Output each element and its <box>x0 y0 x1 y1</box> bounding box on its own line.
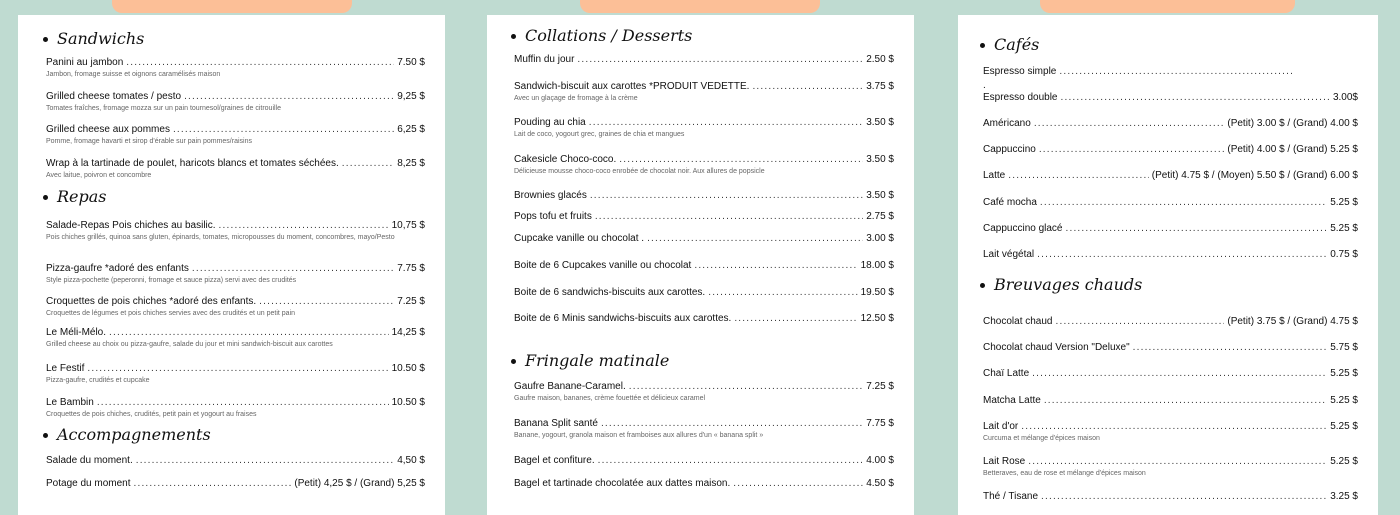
menu-item <box>514 418 894 430</box>
menu-item <box>514 190 894 202</box>
bullet-icon <box>511 359 516 364</box>
dot-leader <box>1037 249 1327 261</box>
dot-leader <box>342 158 394 170</box>
dot-leader <box>173 124 394 136</box>
panel-3-title-tab <box>1040 0 1295 13</box>
section-heading <box>43 30 144 48</box>
item-name: Matcha Latte <box>983 395 1041 406</box>
item-description: Banane, yogourt, granola maison et framboises aux allures d'un « banana split » <box>514 432 764 439</box>
menu-item <box>983 92 1358 104</box>
section-title: Fringale matinale <box>525 351 670 370</box>
item-name: Croquettes de pois chiches *adoré des enfants. <box>46 296 257 307</box>
dot-leader <box>97 397 389 409</box>
item-name: Le Bambin <box>46 397 94 408</box>
item-price: 5.25 $ <box>1330 223 1358 234</box>
item-price: 19.50 $ <box>860 287 894 298</box>
dot-leader <box>598 455 864 467</box>
item-description: Lait de coco, yogourt grec, graines de chia et mangues <box>514 131 685 138</box>
section-title: Cafés <box>994 35 1040 54</box>
section-heading <box>43 188 107 206</box>
menu-item <box>983 118 1358 130</box>
menu-item <box>514 154 894 166</box>
item-price: 5.25 $ <box>1330 456 1358 467</box>
item-price: 5.75 $ <box>1330 342 1358 353</box>
section-heading <box>980 36 1039 54</box>
dot-leader <box>619 154 863 166</box>
item-price: 3.50 $ <box>866 154 894 165</box>
item-name: Le Festif <box>46 363 85 374</box>
dot-leader <box>1133 342 1328 354</box>
item-name: Chocolat chaud Version "Deluxe" <box>983 342 1130 353</box>
item-price: 7.50 $ <box>397 57 425 68</box>
menu-item <box>983 144 1358 156</box>
menu-item <box>514 287 894 299</box>
menu-item <box>46 397 425 409</box>
item-name: Muffin du jour <box>514 54 575 65</box>
dot-leader <box>595 211 863 223</box>
dot-leader <box>647 233 863 245</box>
item-name: Lait végétal <box>983 249 1035 260</box>
bullet-icon <box>980 43 985 48</box>
panel-2-title-tab <box>580 0 820 13</box>
item-price: 3.00$ <box>1332 92 1358 103</box>
bullet-icon <box>511 34 516 39</box>
menu-item <box>46 478 425 490</box>
dot-leader <box>184 91 394 103</box>
dot-leader <box>1008 170 1149 182</box>
item-description: Croquettes de pois chiches, crudités, petit pain et yogourt au fraises <box>46 411 257 418</box>
item-name: Chaï Latte <box>983 368 1030 379</box>
menu-item <box>983 421 1358 433</box>
dot-leader <box>134 478 292 490</box>
dot-leader <box>259 296 394 308</box>
item-name: Café mocha <box>983 197 1037 208</box>
item-name: Salade-Repas Pois chiches au basilic. <box>46 220 216 231</box>
dot-leader <box>733 478 863 490</box>
item-name: Boite de 6 sandwichs-biscuits aux carottes. <box>514 287 706 298</box>
dot-leader <box>1032 368 1327 380</box>
section-title: Breuvages chauds <box>994 275 1143 294</box>
menu-item <box>46 263 425 275</box>
dot-leader <box>694 260 857 272</box>
menu-item <box>46 158 425 170</box>
item-price: 5.25 $ <box>1330 368 1358 379</box>
menu-item <box>514 233 894 245</box>
item-name: Latte <box>983 170 1006 181</box>
item-price: 5.25 $ <box>1330 395 1358 406</box>
dot-leader <box>577 54 863 66</box>
menu-item <box>514 117 894 129</box>
item-price: 3.25 $ <box>1330 491 1358 502</box>
item-price: 4.00 $ <box>866 455 894 466</box>
dot-leader <box>1044 395 1327 407</box>
menu-item <box>983 197 1358 209</box>
item-description: Pois chiches grillés, quinoa sans gluten, épinards, tomates, micropousses du moment, concombres, mayo/Pesto <box>46 234 395 241</box>
item-price: 5.25 $ <box>1330 197 1358 208</box>
section-heading <box>511 352 669 370</box>
menu-item <box>46 327 425 339</box>
dot-leader <box>590 190 863 202</box>
menu-item <box>514 313 894 325</box>
item-price: 4,50 $ <box>397 455 425 466</box>
menu-item <box>983 368 1358 380</box>
menu-item <box>46 91 425 103</box>
item-name: Espresso simple <box>983 66 1057 77</box>
item-price: 4.50 $ <box>866 478 894 489</box>
dot-leader <box>1039 144 1225 156</box>
bullet-icon <box>43 37 48 42</box>
item-price: 9,25 $ <box>397 91 425 102</box>
item-price: 3.50 $ <box>866 117 894 128</box>
dot-leader <box>601 418 863 430</box>
item-name: Le Méli-Mélo. <box>46 327 107 338</box>
item-price: 7.75 $ <box>866 418 894 429</box>
item-price: 10.50 $ <box>391 363 425 374</box>
item-name: Chocolat chaud <box>983 316 1053 327</box>
item-price: 18.00 $ <box>860 260 894 271</box>
section-title: Accompagnements <box>57 425 211 444</box>
item-name: Cappuccino glacé <box>983 223 1063 234</box>
item-description: Avec un glaçage de fromage à la crème <box>514 95 638 102</box>
dot-leader <box>1021 421 1327 433</box>
item-name: Cupcake vanille ou chocolat . <box>514 233 645 244</box>
bullet-icon <box>43 195 48 200</box>
menu-item <box>983 456 1358 468</box>
item-name: Bagel et confiture. <box>514 455 595 466</box>
menu-item <box>983 316 1358 328</box>
dot-leader <box>734 313 857 325</box>
dot-leader <box>589 117 863 129</box>
item-name: Lait d'or <box>983 421 1019 432</box>
dot-leader <box>109 327 389 339</box>
item-name: Lait Rose <box>983 456 1026 467</box>
item-description: Curcuma et mélange d'épices maison <box>983 435 1100 442</box>
item-price: 6,25 $ <box>397 124 425 135</box>
menu-item <box>983 342 1358 354</box>
dot-leader <box>87 363 388 375</box>
menu-item <box>983 249 1358 261</box>
item-price: 2.50 $ <box>866 54 894 65</box>
item-name: Gaufre Banane-Caramel. <box>514 381 626 392</box>
item-description: Pomme, fromage havarti et sirop d'érable sur pain pommes/raisins <box>46 138 252 145</box>
item-description: Gaufre maison, bananes, crème fouettée et délicieux caramel <box>514 395 706 402</box>
menu-item <box>46 363 425 375</box>
item-name: Salade du moment. <box>46 455 133 466</box>
item-name: Thé / Tisane <box>983 491 1039 502</box>
menu-item <box>983 223 1358 235</box>
menu-item <box>983 170 1358 182</box>
item-price: (Petit) 4,25 $ / (Grand) 5,25 $ <box>294 478 425 489</box>
item-name: Brownies glacés <box>514 190 587 201</box>
menu-item <box>514 455 894 467</box>
item-name: Pops tofu et fruits <box>514 211 592 222</box>
dot-leader <box>1034 118 1225 130</box>
dot-leader <box>136 455 394 467</box>
section-title: Repas <box>57 187 107 206</box>
menu-item <box>514 211 894 223</box>
dot-leader <box>192 263 394 275</box>
item-price: 0.75 $ <box>1330 249 1358 260</box>
item-price: 7.75 $ <box>397 263 425 274</box>
section-title: Collations / Desserts <box>525 26 693 45</box>
item-price: (Petit) 3.75 $ / (Grand) 4.75 $ <box>1227 316 1358 327</box>
dot-leader <box>1066 223 1328 235</box>
menu-item <box>46 57 425 69</box>
item-name: Grilled cheese tomates / pesto <box>46 91 182 102</box>
item-price: 10.50 $ <box>391 397 425 408</box>
item-name: Grilled cheese aux pommes <box>46 124 170 135</box>
dot-leader <box>1041 491 1327 503</box>
item-price: 2.75 $ <box>866 211 894 222</box>
item-name: Cappuccino <box>983 144 1036 155</box>
menu-item <box>514 81 894 93</box>
item-description: Délicieuse mousse choco-coco enrobée de chocolat noir. Aux allures de popsicle <box>514 168 765 175</box>
item-name: Sandwich-biscuit aux carottes *PRODUIT VEDETTE. <box>514 81 750 92</box>
item-price: (Petit) 4.00 $ / (Grand) 5.25 $ <box>1227 144 1358 155</box>
item-price: 7.25 $ <box>397 296 425 307</box>
menu-item <box>46 220 425 232</box>
menu-item <box>46 455 425 467</box>
bullet-icon <box>980 283 985 288</box>
item-description: Tomates fraîches, fromage mozza sur un pain tournesol/graines de citrouille <box>46 105 282 112</box>
item-name: Pouding au chia <box>514 117 586 128</box>
item-price: 3.75 $ <box>866 81 894 92</box>
menu-item <box>514 478 894 490</box>
bullet-icon <box>43 433 48 438</box>
item-name: Wrap à la tartinade de poulet, haricots blancs et tomates séchées. <box>46 158 339 169</box>
dot-leader <box>1059 66 1295 78</box>
dot-leader <box>219 220 389 232</box>
item-name: Espresso double <box>983 92 1058 103</box>
item-name: Banana Split santé <box>514 418 598 429</box>
section-heading <box>980 276 1142 294</box>
item-name: Boite de 6 Minis sandwichs-biscuits aux carottes. <box>514 313 732 324</box>
item-description: Jambon, fromage suisse et oignons caramélisés maison <box>46 71 221 78</box>
item-price: 12.50 $ <box>860 313 894 324</box>
item-name: Pizza-gaufre *adoré des enfants <box>46 263 189 274</box>
dot-leader <box>708 287 857 299</box>
item-description: Betteraves, eau de rose et mélange d'épices maison <box>983 470 1146 477</box>
item-price: 3.50 $ <box>866 190 894 201</box>
item-price: 8,25 $ <box>397 158 425 169</box>
item-name: Américano <box>983 118 1031 129</box>
item-name: Cakesicle Choco-coco. <box>514 154 617 165</box>
item-price: (Petit) 3.00 $ / (Grand) 4.00 $ <box>1227 118 1358 129</box>
menu-item <box>514 54 894 66</box>
item-description: Croquettes de légumes et pois chiches servies avec des crudités et un petit pain <box>46 310 296 317</box>
menu-item <box>46 296 425 308</box>
item-price: 14,25 $ <box>391 327 425 338</box>
menu-item <box>983 395 1358 407</box>
menu-item <box>514 381 894 393</box>
section-heading <box>511 27 692 45</box>
item-price: 10,75 $ <box>391 220 425 231</box>
menu-item <box>46 124 425 136</box>
stray-dot: . <box>983 80 986 91</box>
item-price: 7.25 $ <box>866 381 894 392</box>
section-heading <box>43 426 211 444</box>
dot-leader <box>1040 197 1327 209</box>
dot-leader <box>1061 92 1330 104</box>
panel-1-title-tab <box>112 0 352 13</box>
item-name: Boite de 6 Cupcakes vanille ou chocolat <box>514 260 692 271</box>
item-name: Bagel et tartinade chocolatée aux dattes maison. <box>514 478 731 489</box>
item-description: Grilled cheese au choix ou pizza-gaufre, salade du jour et mini sandwich-biscuit aux carottes <box>46 341 333 348</box>
item-description: Pizza-gaufre, crudités et cupcake <box>46 377 150 384</box>
section-title: Sandwichs <box>57 29 145 48</box>
item-name: Potage du moment <box>46 478 131 489</box>
dot-leader <box>752 81 863 93</box>
dot-leader <box>1028 456 1327 468</box>
dot-leader <box>126 57 394 69</box>
menu-item <box>983 491 1358 503</box>
item-price: 5.25 $ <box>1330 421 1358 432</box>
item-description: Avec laitue, poivron et concombre <box>46 172 152 179</box>
item-price: 3.00 $ <box>866 233 894 244</box>
menu-item <box>514 260 894 272</box>
menu-item <box>983 66 1298 78</box>
item-name: Panini au jambon <box>46 57 124 68</box>
item-price: (Petit) 4.75 $ / (Moyen) 5.50 $ / (Grand) 6.00 $ <box>1151 170 1358 181</box>
dot-leader <box>629 381 863 393</box>
item-description: Style pizza-pochette (peperonni, fromage et sauce pizza) servi avec des crudités <box>46 277 297 284</box>
dot-leader <box>1056 316 1225 328</box>
